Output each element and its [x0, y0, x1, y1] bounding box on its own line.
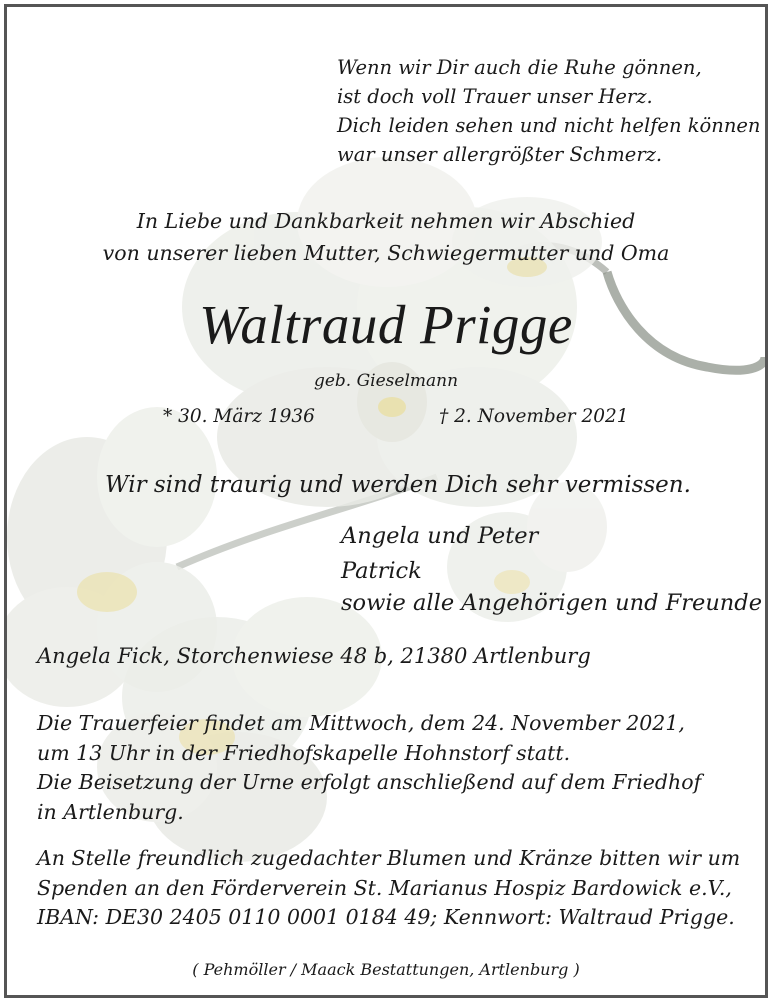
intro-line: In Liebe und Dankbarkeit nehmen wir Abschied	[136, 209, 636, 233]
funeral-line: um 13 Uhr in der Friedhofskapelle Hohnstorf statt.	[37, 740, 571, 765]
poem-line: war unser allergrößter Schmerz.	[337, 143, 663, 166]
undertaker-credit: ( Pehmöller / Maack Bestattungen, Artlenburg )	[192, 960, 580, 979]
poem-line: Dich leiden sehen und nicht helfen können	[337, 114, 761, 137]
birth-date: * 30. März 1936	[163, 406, 315, 427]
donation-line: IBAN: DE30 2405 0110 0001 0184 49; Kennwort: Waltraud Prigge.	[37, 905, 735, 929]
birth-name: geb. Gieselmann	[313, 371, 459, 391]
funeral-details	[37, 709, 701, 827]
obituary-notice	[4, 4, 768, 998]
funeral-line: Die Trauerfeier findet am Mittwoch, dem 24. November 2021,	[37, 711, 685, 735]
donation-request	[37, 844, 740, 933]
donation-line: An Stelle freundlich zugedachter Blumen und Kränze bitten wir um	[37, 846, 741, 870]
mourner-entry: Patrick	[341, 558, 422, 584]
mourner-entry: sowie alle Angehörigen und Freunde	[341, 590, 763, 616]
contact-address: Angela Fick, Storchenwiese 48 b, 21380 Artlenburg	[37, 644, 591, 668]
deceased-name: Waltraud Prigge	[199, 294, 573, 355]
poem-verse	[337, 53, 760, 169]
funeral-line: Die Beisetzung der Urne erfolgt anschließend auf dem Friedhof	[37, 770, 702, 794]
poem-line: ist doch voll Trauer unser Herz.	[337, 85, 653, 108]
funeral-line: in Artlenburg.	[37, 799, 184, 824]
poem-line: Wenn wir Dir auch die Ruhe gönnen,	[337, 56, 702, 79]
donation-line: Spenden an den Förderverein St. Marianus Hospiz Bardowick e.V.,	[37, 875, 732, 900]
intro-line: von unserer lieben Mutter, Schwiegermutter und Oma	[102, 241, 670, 265]
farewell-message: Wir sind traurig und werden Dich sehr vermissen.	[105, 472, 691, 498]
mourner-entry: Angela und Peter	[341, 523, 539, 549]
intro-text	[7, 205, 765, 269]
mourners-list	[341, 517, 762, 619]
death-date: † 2. November 2021	[439, 406, 629, 427]
